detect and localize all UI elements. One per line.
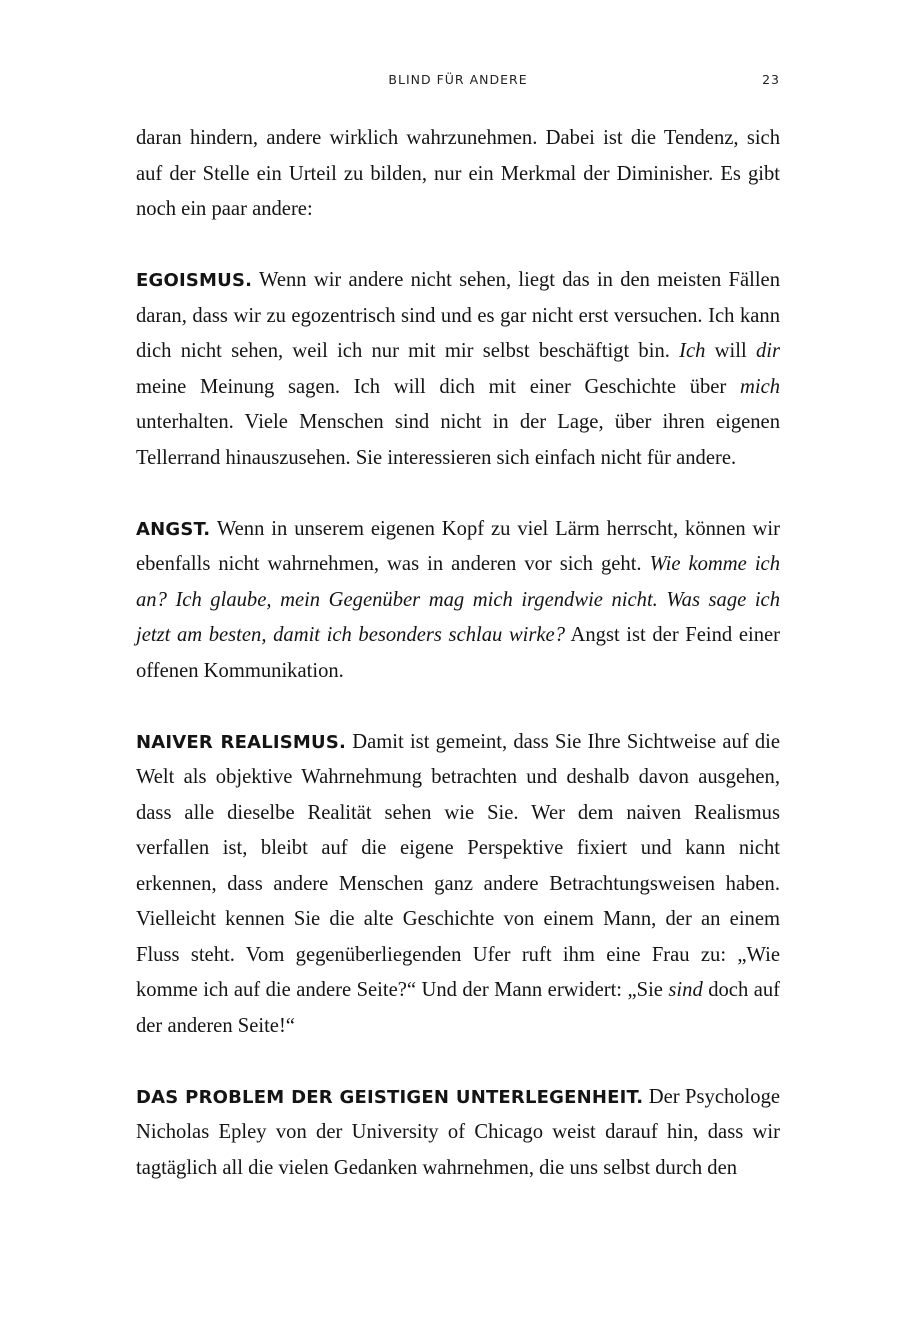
running-header	[136, 72, 780, 92]
section-keyword: ANGST.	[136, 518, 211, 540]
text-run: meine Meinung sagen. Ich will dich mit einer Geschichte über	[136, 375, 740, 398]
chapter-title: BLIND FÜR ANDERE	[388, 72, 528, 87]
paragraph	[136, 121, 780, 228]
text-run: Der Psychologe Nicholas Epley von der University of Chicago weist darauf hin, dass wir tagtäglich all die vielen Gedanken wahrnehmen, die uns selbst durch den	[136, 1085, 781, 1179]
text-run: will	[705, 340, 756, 362]
text-run: doch auf der anderen Seite!“	[136, 979, 781, 1037]
text-run: Damit ist gemeint, dass Sie Ihre Sichtweise auf die Welt als objektive Wahrnehmung betrachten und deshalb davon ausgehen, dass alle dieselbe Realität sehen wie Sie. Wer dem naiven Realismus verfallen ist, bleibt auf die eigene Perspektive fixiert und kann nicht erkennen, dass andere Menschen ganz andere Betrachtungsweisen haben. Vielleicht kennen Sie die alte Geschichte von einem Mann, der an einem Fluss steht. Vom gegenüberliegenden Ufer ruft ihm eine Frau zu: „Wie komme ich auf die andere Seite?“ Und der Mann erwidert: „Sie	[136, 730, 780, 1001]
body-text	[136, 121, 780, 1186]
italic-run: dir	[755, 340, 780, 362]
paragraph	[136, 725, 780, 1045]
text-run: Wenn wir andere nicht sehen, liegt das in den meisten Fällen daran, dass wir zu egozentrisch sind und es gar nicht erst versuchen. Ich kann dich nicht sehen, weil ich nur mit mir selbst beschäftigt bin.	[136, 269, 780, 362]
text-run: Angst ist der Feind einer offenen Kommunikation.	[136, 624, 780, 682]
italic-run: sind	[668, 979, 703, 1001]
paragraph	[136, 263, 780, 476]
italic-run: Wie komme ich an? Ich glaube, mein Gegenüber mag mich irgendwie nicht. Was sage ich jetzt am besten, damit ich besonders schlau wirke?	[136, 553, 780, 646]
paragraph	[136, 1080, 780, 1187]
text-run: daran hindern, andere wirklich wahrzunehmen. Dabei ist die Tendenz, sich auf der Stelle ein Urteil zu bilden, nur ein Merkmal der Diminisher. Es gibt noch ein paar andere:	[136, 127, 780, 220]
section-keyword: NAIVER REALISMUS.	[136, 731, 347, 753]
paragraph	[136, 512, 780, 690]
section-keyword: EGOISMUS.	[136, 270, 253, 291]
text-run: unterhalten. Viele Menschen sind nicht in der Lage, über ihren eigenen Tellerrand hinauszusehen. Sie interessieren sich einfach nicht für andere.	[136, 411, 780, 469]
section-keyword: DAS PROBLEM DER GEISTIGEN UNTERLEGENHEIT.	[136, 1086, 644, 1108]
italic-run: mich	[739, 375, 780, 398]
page-number: 23	[762, 72, 780, 87]
italic-run: Ich	[679, 340, 706, 362]
text-run: Wenn in unserem eigenen Kopf zu viel Lärm herrscht, können wir ebenfalls nicht wahrnehmen, was in anderen vor sich geht.	[136, 517, 780, 575]
